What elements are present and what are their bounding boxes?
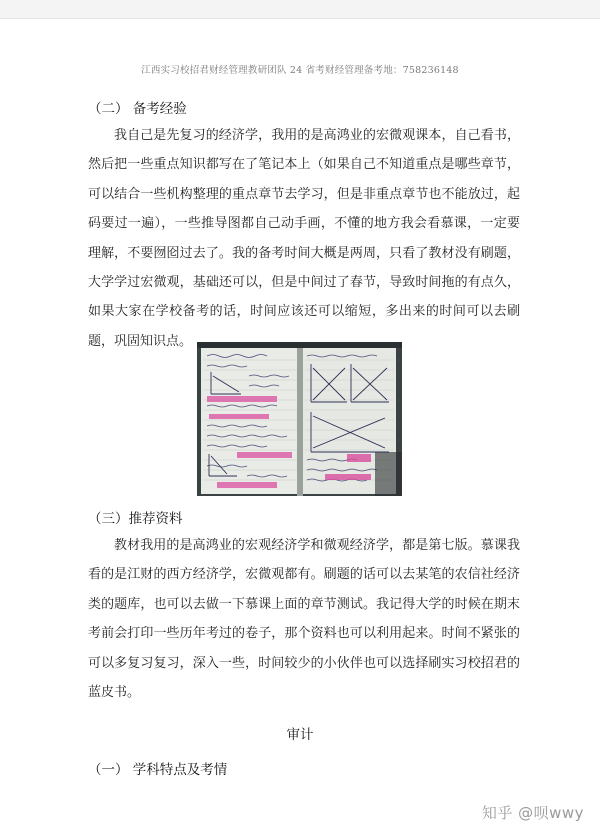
section-title-audit: 审计	[286, 727, 314, 743]
top-strip	[0, 0, 600, 19]
section-heading-experience: （二） 备考经验	[88, 101, 187, 117]
section-heading-materials: （三）推荐资料	[88, 511, 183, 527]
experience-paragraph: 我自己是先复习的经济学，我用的是高鸿业的宏微观课本，自己看书，然后把一些重点知识都写在了笔记本上（如果自己不知道重点是哪些章节，可以结合一些机构整理的重点章节去学习，但是非重点章节也不能放过，起码要过一遍），一些推导图都自己动手画，不懂的地方我会看慕课，一定要理解，不要囫囵过去了。我的备考时间大概是两周，只看了教材没有刷题，大学学过宏微观，基础还可以，但是中间过了春节，导致时间拖的有点久，如果大家在学校备考的话，时间应该还可以缩短，多出来的时间可以去刷题，巩固知识点。	[88, 128, 520, 349]
page-header: 江西实习校招君财经管理教研团队 24 省考财经管理备考地：758236148	[141, 65, 459, 76]
materials-paragraph: 教材我用的是高鸿业的宏观经济学和微观经济学，都是第七版。慕课我看的是江财的西方经济学，宏微观都有。刷题的话可以去某笔的农信社经济类的题库，也可以去做一下慕课上面的章节测试。我记得大学的时候在期末考前会打印一些历年考过的卷子，那个资料也可以利用起来。时间不紧张的可以多复习复习，深入一些，时间较少的小伙伴也可以选择刷实习校招君的蓝皮书。	[88, 538, 520, 701]
notebook-illustration	[197, 342, 402, 496]
notebook-photo	[197, 342, 402, 496]
section-subheading-audit: （一） 学科特点及考情	[88, 762, 228, 778]
zhihu-watermark: 知乎 @呗wwy	[481, 804, 584, 822]
